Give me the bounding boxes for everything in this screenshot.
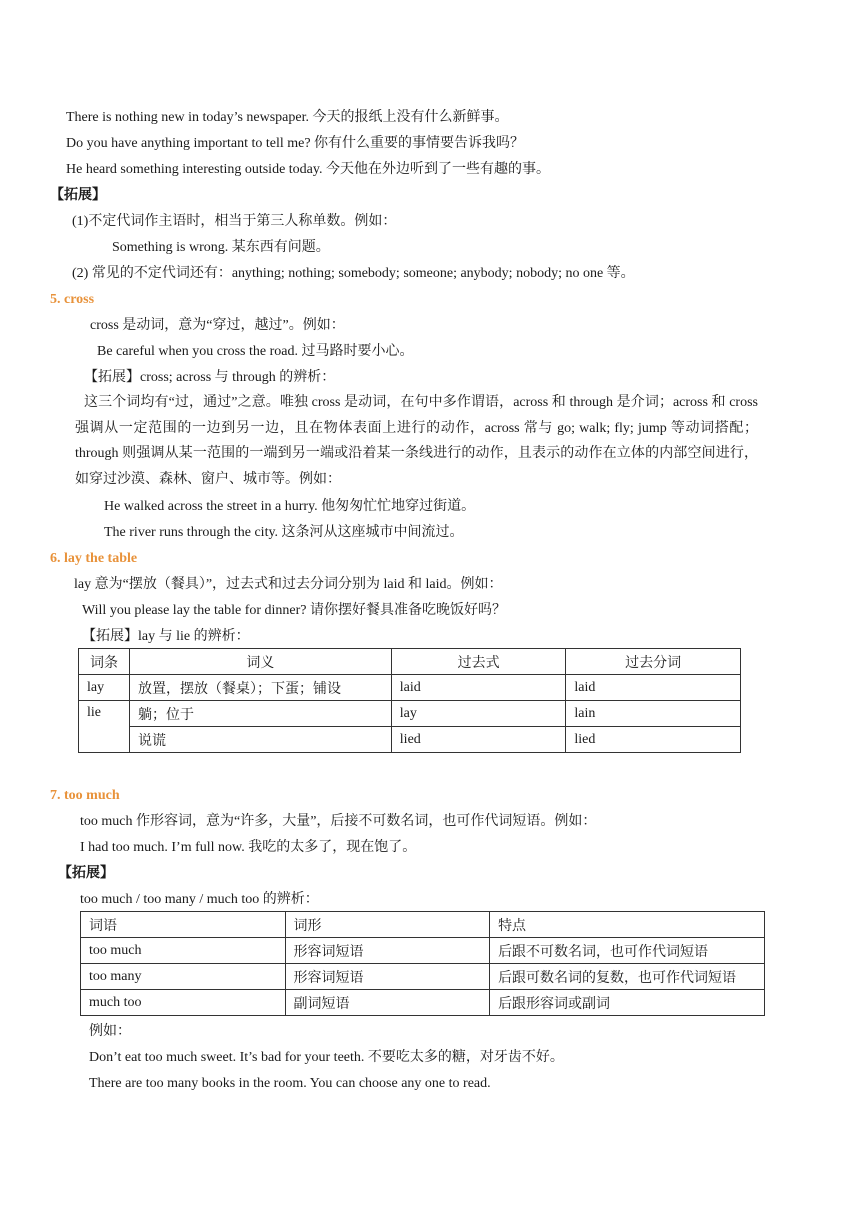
too-much-comparison-table [80,911,765,1016]
example-sentence: There is nothing new in today’s newspaper. 今天的报纸上没有什么新鲜事。 [66,110,509,125]
table-cell: laid [566,675,741,701]
definition: lay 意为“摆放（餐具）”，过去式和过去分词分别为 laid 和 laid。例如： [74,577,503,592]
example-sentence: Don’t eat too much sweet. It’s bad for your teeth. 不要吃太多的糖，对牙齿不好。 [89,1050,564,1065]
table-cell: lay [391,701,566,727]
example-sentence: Something is wrong. 某东西有问题。 [112,240,330,255]
example-sentence: There are too many books in the room. You can choose any one to read. [89,1076,491,1091]
table-header-cell: 特点 [490,912,765,938]
table-cell: much too [81,990,286,1016]
table-header-cell: 过去分词 [566,649,741,675]
table-row [81,964,765,990]
table-cell: too many [81,964,286,990]
table-row [79,727,741,753]
section-heading-lay-the-table: 6. lay the table [50,551,138,566]
example-sentence: The river runs through the city. 这条河从这座城市中间流过。 [104,525,464,540]
table-row [79,701,741,727]
table-cell: 躺；位于 [129,701,391,727]
table-row [81,938,765,964]
extension-note: (1)不定代词作主语时，相当于第三人称单数。例如： [72,214,397,229]
table-cell: too much [81,938,286,964]
table-cell: 形容词短语 [285,938,490,964]
lay-lie-table [78,648,741,753]
definition: cross 是动词，意为“穿过，越过”。例如： [90,318,345,333]
table-cell: lied [391,727,566,753]
table-cell: 放置，摆放（餐桌）；下蛋；铺设 [129,675,391,701]
extension-note: 【拓展】cross; across 与 through 的辨析： [84,370,336,385]
example-sentence: He heard something interesting outside today. 今天他在外边听到了一些有趣的事。 [66,162,550,177]
table-cell: 说谎 [129,727,391,753]
example-sentence: Will you please lay the table for dinner? 请你摆好餐具准备吃晚饭好吗？ [82,603,507,618]
definition: too much 作形容词，意为“许多，大量”，后接不可数名词，也可作代词短语。例如： [80,814,597,829]
table-header-row [81,912,765,938]
table-cell: lied [566,727,741,753]
example-sentence: Do you have anything important to tell me? 你有什么重要的事情要告诉我吗？ [66,136,525,151]
extension-label: 【拓展】 [50,188,106,203]
example-sentence: He walked across the street in a hurry. 他匆匆忙忙地穿过街道。 [104,499,476,514]
table-header-cell: 词形 [285,912,490,938]
table-cell: 副词短语 [285,990,490,1016]
table-cell: lie [79,701,130,753]
example-label: 例如： [89,1024,131,1039]
example-sentence: I had too much. I’m full now. 我吃的太多了，现在饱了。 [80,840,417,855]
example-sentence: Be careful when you cross the road. 过马路时要小心。 [97,344,414,359]
table-cell: lain [566,701,741,727]
table-header-row [79,649,741,675]
table-row [81,990,765,1016]
explanation-paragraph: 这三个词均有“过，通过”之意。唯独 cross 是动词，在句中多作谓语，across 和 through 是介词；across 和 cross 强调从一定范围的一边到另一边，且在物体表面上进行的动作，across 常与 go; walk; fly; jump 等动词搭配；through 则强调从某一范围的一端到另一端或沿着某一条线进行的动作，且表示的动作在立体的内部空间进行，如穿过沙漠、森林、窗户、城市等。例如： [75,395,758,487]
table-cell: lay [79,675,130,701]
extension-note: 【拓展】lay 与 lie 的辨析： [82,629,250,644]
section-heading-too-much: 7. too much [50,788,120,803]
table-cell: laid [391,675,566,701]
extension-note: (2) 常见的不定代词还有：anything; nothing; somebody; someone; anybody; nobody; no one 等。 [72,266,635,281]
extension-label: 【拓展】 [58,866,114,881]
extension-note: too much / too many / much too 的辨析： [80,892,319,907]
table-cell: 形容词短语 [285,964,490,990]
table-header-cell: 词语 [81,912,286,938]
section-heading-cross: 5. cross [50,292,95,307]
table-header-cell: 过去式 [391,649,566,675]
table-cell: 后跟形容词或副词 [490,990,765,1016]
table-header-cell: 词义 [129,649,391,675]
table-cell: 后跟不可数名词，也可作代词短语 [490,938,765,964]
table-row [79,675,741,701]
table-cell: 后跟可数名词的复数，也可作代词短语 [490,964,765,990]
table-header-cell: 词条 [79,649,130,675]
